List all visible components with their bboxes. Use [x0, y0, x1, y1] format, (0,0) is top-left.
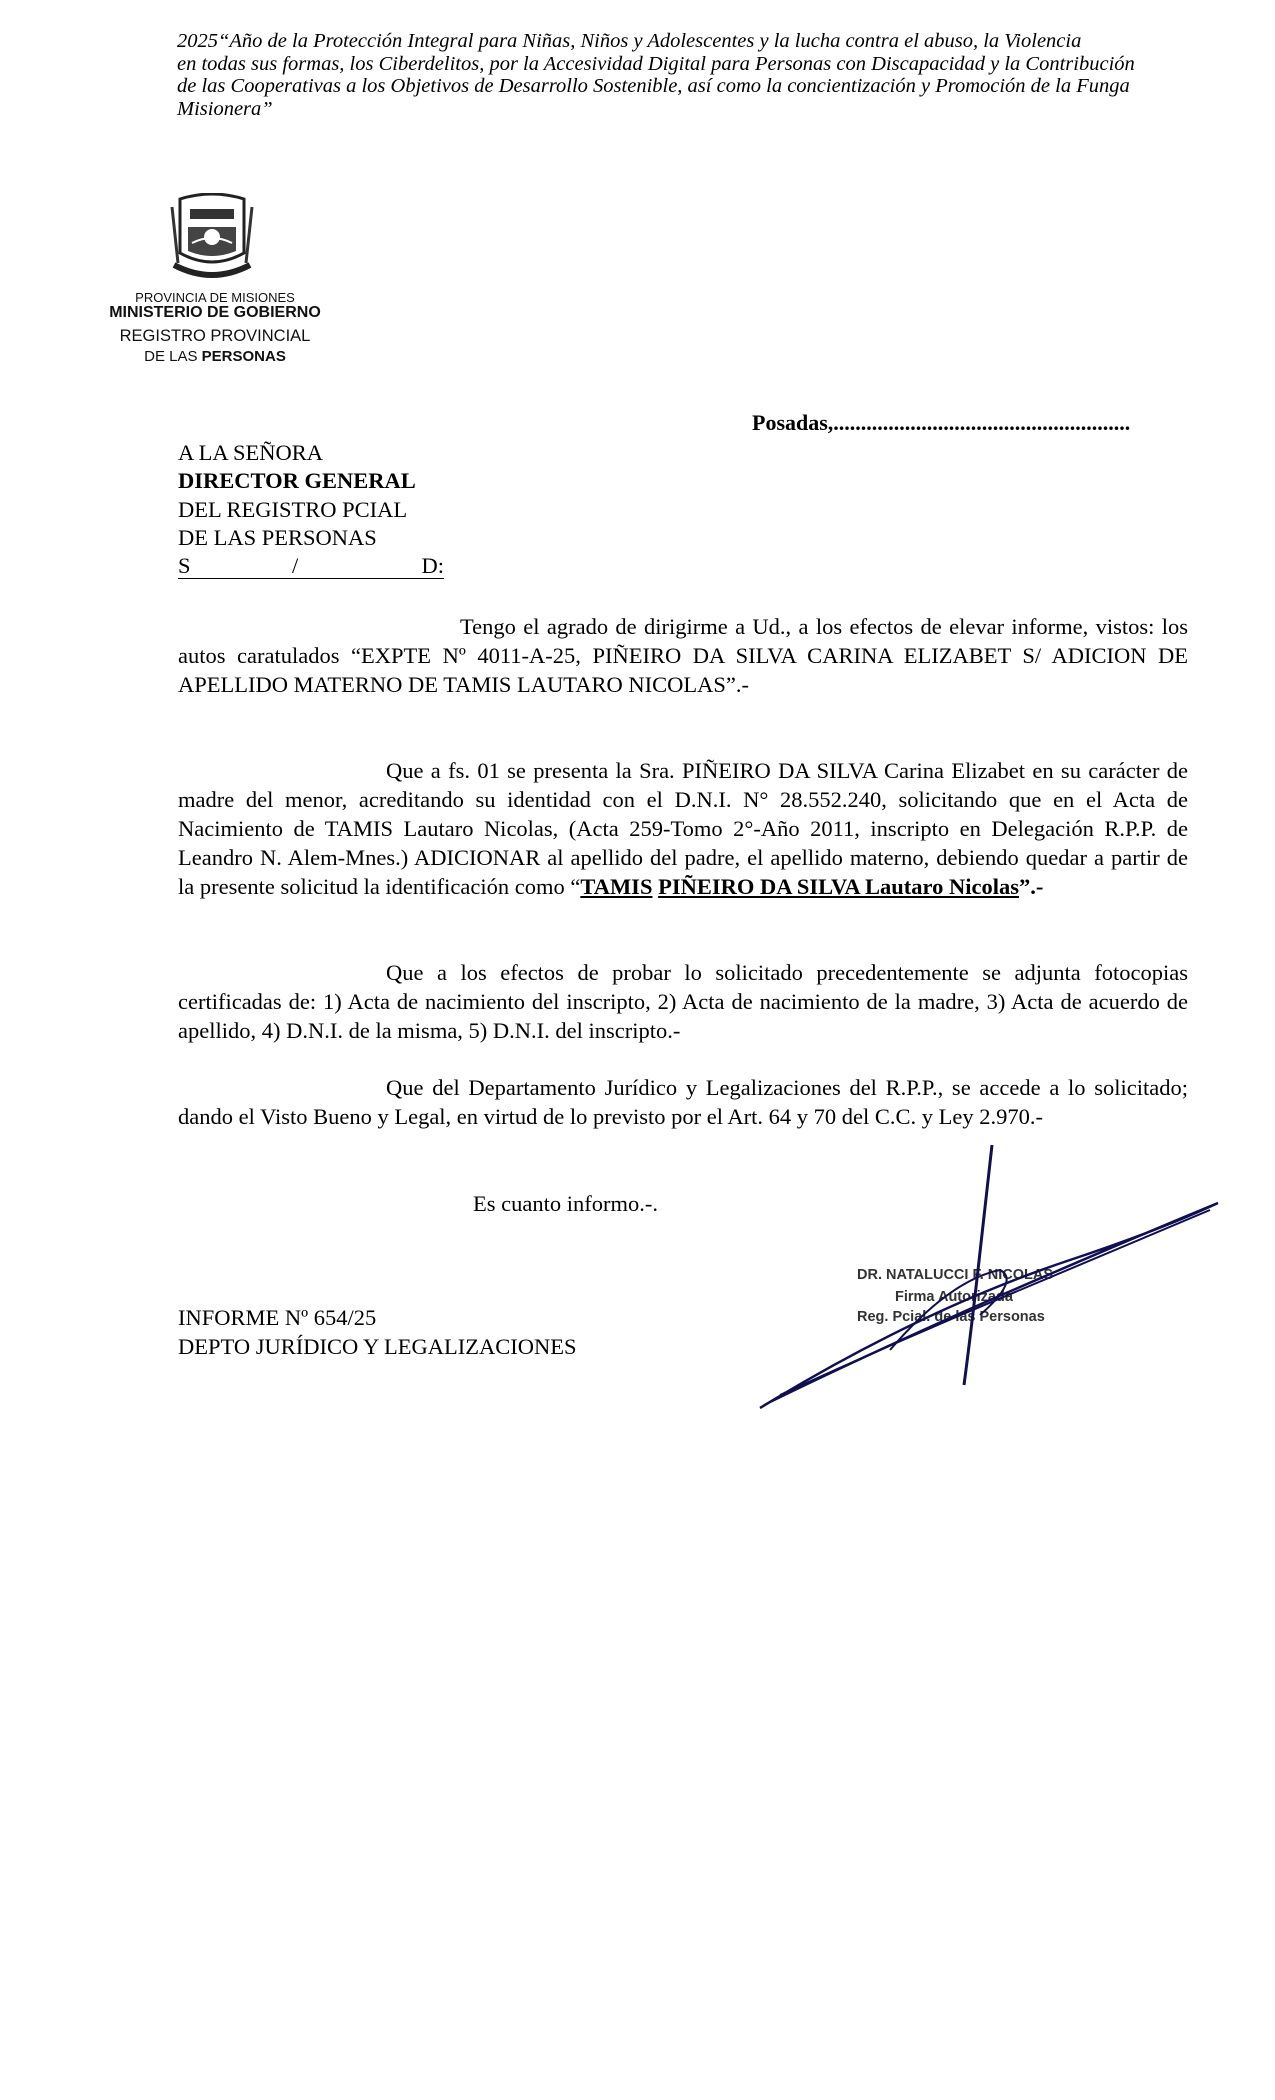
stamp-name: DR. NATALUCCI F. NICOLAS	[857, 1267, 1054, 1283]
letterhead-province: PROVINCIA DE MISIONES	[135, 290, 295, 305]
su-despacho-underline	[178, 578, 444, 579]
department-name: DEPTO JURÍDICO Y LEGALIZACIONES	[178, 1334, 577, 1359]
motto-line: en todas sus formas, los Ciberdelitos, por la Accesividad Digital para Personas con Discapacidad y la Contribución	[177, 52, 1135, 75]
addressee-line: DEL REGISTRO PCIAL	[178, 497, 408, 522]
addressee-title: DIRECTOR GENERAL	[178, 468, 416, 493]
new-name-part: TAMIS	[580, 874, 653, 899]
date-line: Posadas,......................................................	[752, 410, 1131, 435]
motto-line: Misionera”	[177, 97, 273, 120]
report-number: INFORME Nº 654/25	[178, 1305, 377, 1330]
letterhead-registry-people: DE LAS PERSONAS	[144, 348, 286, 365]
stamp-office: Reg. Pcial. de las Personas	[857, 1309, 1045, 1325]
addressee-line: DE LAS PERSONAS	[178, 525, 377, 550]
new-name-part: PIÑEIRO DA SILVA Lautaro Nicolas	[658, 874, 1020, 899]
paragraph-request: Que a fs. 01 se presenta la Sra. PIÑEIRO DA SILVA Carina Elizabet en su carácter de madre del menor, acreditando su identidad con el D.N.I. N° 28.552.240, solicitando que en el Acta de Nacimiento de TAMIS Lautaro Nicolas, (Acta 259-Tomo 2°-Año 2011, inscripto en Delegación R.P.P. de Leandro N. Alem-Mnes.) ADICIONAR al apellido del padre, el apellido materno, debiendo quedar a partir de la presente solicitud la identificación como “TAMIS PIÑEIRO DA SILVA Lautaro Nicolas”.-	[178, 758, 1188, 899]
handwritten-signature	[740, 1140, 1230, 1420]
motto-line: 2025“Año de la Protección Integral para Niñas, Niños y Adolescentes y la lucha contra el abuso, la Violencia	[177, 30, 1082, 52]
addressee-line: A LA SEÑORA	[178, 440, 324, 465]
letterhead-ministry: MINISTERIO DE GOBIERNO	[109, 304, 321, 321]
paragraph-intro: Tengo el agrado de dirigirme a Ud., a los efectos de elevar informe, vistos: los autos caratulados “EXPTE Nº 4011-A-25, PIÑEIRO DA SILVA CARINA ELIZABET S/ ADICION DE APELLIDO MATERNO DE TAMIS LAUTARO NICOLAS”.-	[178, 614, 1188, 697]
header-motto	[177, 30, 1177, 120]
paragraph-documents: Que a los efectos de probar lo solicitado precedentemente se adjunta fotocopias certificadas de: 1) Acta de nacimiento del inscripto, 2) Acta de nacimiento de la madre, 3) Acta de acuerdo de apellido, 4) D.N.I. de la misma, 5) D.N.I. del inscripto.-	[178, 960, 1188, 1043]
motto-line: de las Cooperativas a los Objetivos de Desarrollo Sostenible, así como la concientización y Promoción de la Funga	[177, 75, 1130, 97]
coat-of-arms-icon	[166, 193, 258, 283]
stamp-role: Firma Autorizada	[895, 1289, 1013, 1305]
closing-line: Es cuanto informo.-.	[473, 1191, 658, 1216]
paragraph-legal: Que del Departamento Jurídico y Legalizaciones del R.P.P., se accede a lo solicitado; dando el Visto Bueno y Legal, en virtud de lo previsto por el Art. 64 y 70 del C.C. y Ley 2.970.-	[178, 1075, 1188, 1129]
letterhead-registry: REGISTRO PROVINCIAL	[119, 327, 311, 345]
